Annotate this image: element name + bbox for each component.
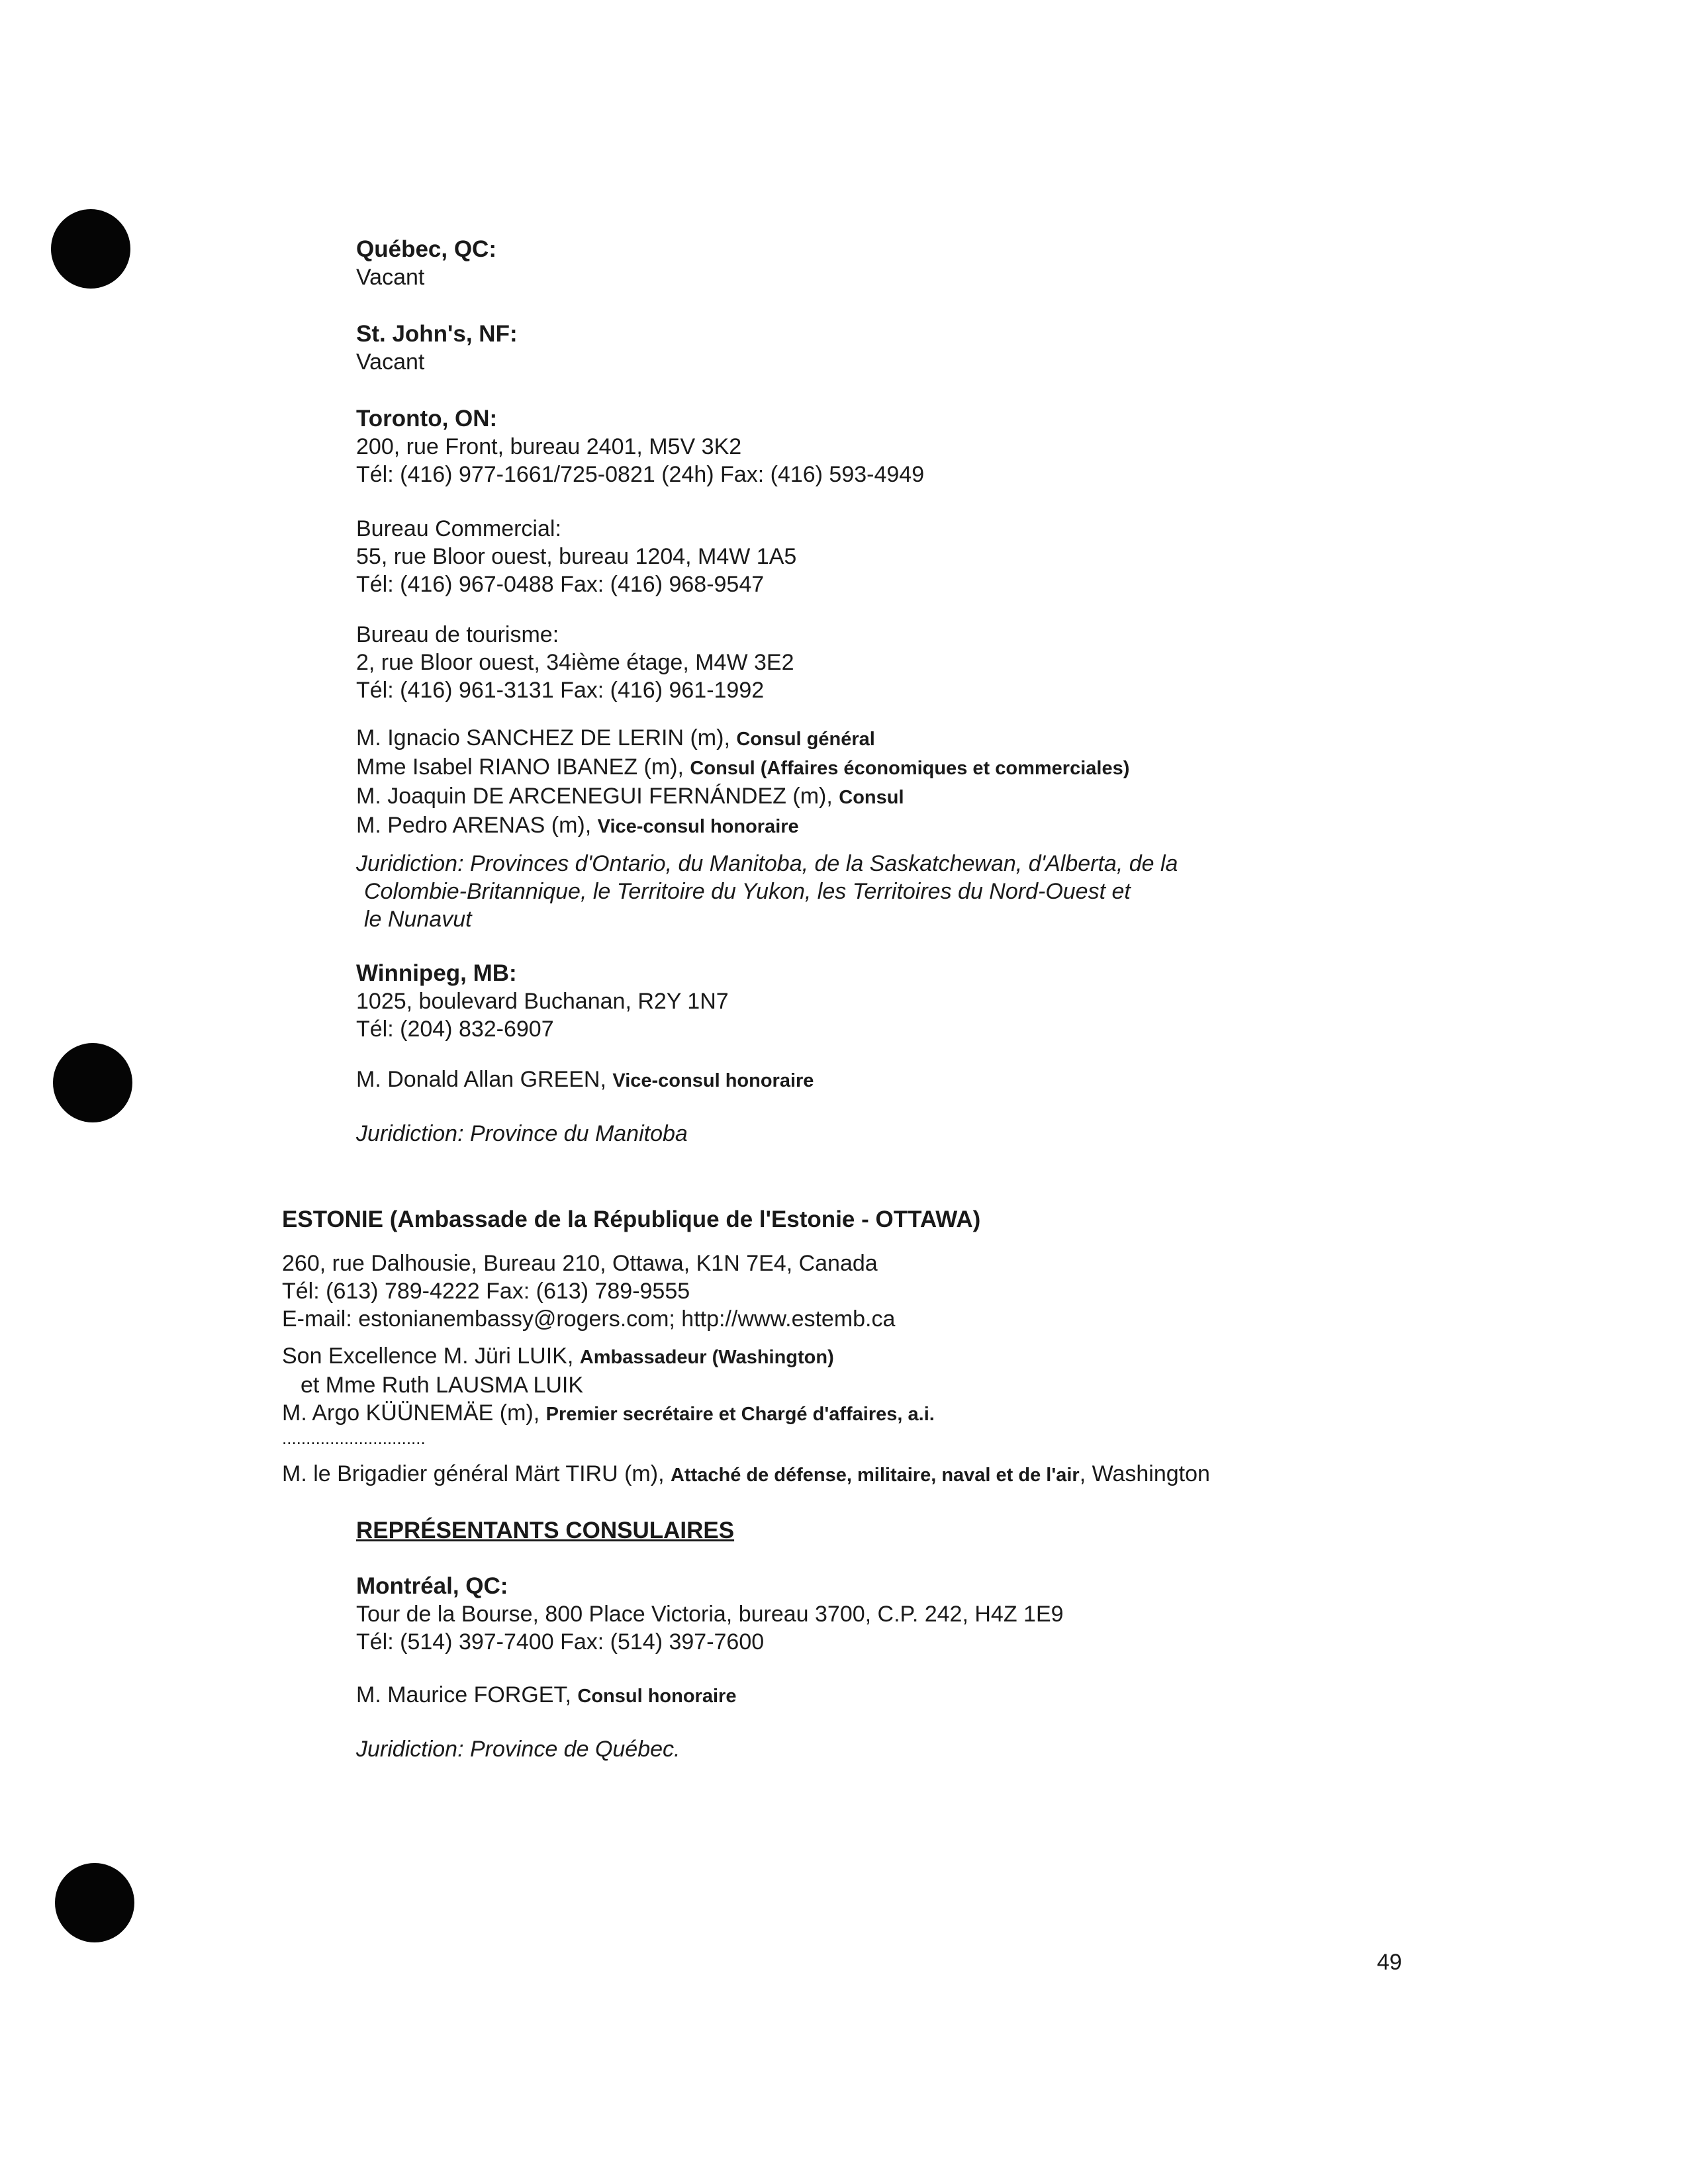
winnipeg-staff [356, 1066, 814, 1095]
staff-entry: M. Maurice FORGET, Consul honoraire [356, 1682, 737, 1707]
toronto-tourism-office [356, 621, 794, 704]
winnipeg-address: 1025, boulevard Buchanan, R2Y 1N7 [356, 989, 729, 1014]
jurisdiction-line: le Nunavut [364, 907, 472, 932]
quebec-status: Vacant [356, 265, 425, 290]
estonie-heading: ESTONIE (Ambassade de la République de l'Estonie - OTTAWA) [282, 1206, 981, 1232]
estonie-attache [282, 1460, 1210, 1489]
punch-hole-top [51, 209, 130, 289]
commercial-title: Bureau Commercial: [356, 516, 561, 541]
staff-entry: M. Joaquin DE ARCENEGUI FERNÁNDEZ (m), Consul [356, 784, 904, 809]
commercial-address: 55, rue Bloor ouest, bureau 1204, M4W 1A5 [356, 544, 797, 569]
tourism-title: Bureau de tourisme: [356, 622, 559, 647]
winnipeg-section [356, 960, 729, 1043]
st-johns-status: Vacant [356, 349, 425, 375]
montreal-phone: Tél: (514) 397-7400 Fax: (514) 397-7600 [356, 1629, 765, 1655]
jurisdiction-line: Juridiction: Provinces d'Ontario, du Manitoba, de la Saskatchewan, d'Alberta, de la [356, 851, 1178, 876]
tourism-phone: Tél: (416) 961-3131 Fax: (416) 961-1992 [356, 678, 765, 703]
ambassador-entry: Son Excellence M. Jüri LUIK, Ambassadeur (Washington) [282, 1343, 834, 1369]
montreal-jurisdiction [356, 1735, 680, 1763]
winnipeg-jurisdiction [356, 1120, 688, 1148]
page-number: 49 [1377, 1950, 1402, 1975]
punch-hole-middle [53, 1043, 132, 1122]
attache-entry: M. le Brigadier général Märt TIRU (m), Attaché de défense, militaire, naval et de l'air, Washington [282, 1461, 1210, 1486]
estonie-phone: Tél: (613) 789-4222 Fax: (613) 789-9555 [282, 1279, 690, 1304]
toronto-commercial-office [356, 515, 796, 598]
quebec-heading: Québec, QC: [356, 236, 496, 262]
montreal-section [356, 1572, 1064, 1656]
staff-entry: M. Ignacio SANCHEZ DE LERIN (m), Consul général [356, 725, 875, 751]
montreal-staff [356, 1681, 736, 1710]
estonie-contact [282, 1250, 895, 1333]
jurisdiction-line: Colombie-Britannique, le Territoire du Yukon, les Territoires du Nord-Ouest et [364, 879, 1131, 904]
spouse-entry: et Mme Ruth LAUSMA LUIK [301, 1373, 584, 1398]
toronto-phone: Tél: (416) 977-1661/725-0821 (24h) Fax: (416) 593-4949 [356, 462, 925, 487]
estonie-staff [282, 1342, 935, 1448]
winnipeg-heading: Winnipeg, MB: [356, 960, 517, 986]
commercial-phone: Tél: (416) 967-0488 Fax: (416) 968-9547 [356, 572, 765, 597]
estonie-heading-block [282, 1206, 980, 1234]
estonie-email: E-mail: estonianembassy@rogers.com; http://www.estemb.ca [282, 1306, 896, 1332]
toronto-contact [356, 405, 924, 488]
jurisdiction-line: Juridiction: Province de Québec. [356, 1737, 680, 1762]
punch-hole-bottom [55, 1863, 134, 1942]
estonie-address: 260, rue Dalhousie, Bureau 210, Ottawa, K1N 7E4, Canada [282, 1251, 878, 1276]
st-johns-section [356, 320, 518, 376]
staff-entry: Mme Isabel RIANO IBANEZ (m), Consul (Affaires économiques et commerciales) [356, 754, 1130, 780]
tourism-address: 2, rue Bloor ouest, 34ième étage, M4W 3E2 [356, 650, 794, 675]
consular-heading-block [356, 1517, 734, 1545]
quebec-section [356, 236, 496, 291]
st-johns-heading: St. John's, NF: [356, 321, 518, 347]
winnipeg-phone: Tél: (204) 832-6907 [356, 1017, 554, 1042]
dotted-separator: .............................. [282, 1428, 426, 1448]
toronto-staff-list [356, 724, 1129, 841]
montreal-heading: Montréal, QC: [356, 1573, 508, 1599]
staff-entry: M. Donald Allan GREEN, Vice-consul honoraire [356, 1067, 814, 1092]
staff-entry: M. Pedro ARENAS (m), Vice-consul honoraire [356, 813, 799, 838]
toronto-jurisdiction [356, 850, 1178, 933]
toronto-address: 200, rue Front, bureau 2401, M5V 3K2 [356, 434, 742, 459]
montreal-address: Tour de la Bourse, 800 Place Victoria, bureau 3700, C.P. 242, H4Z 1E9 [356, 1602, 1064, 1627]
jurisdiction-line: Juridiction: Province du Manitoba [356, 1121, 688, 1146]
secretary-entry: M. Argo KÜÜNEMÄE (m), Premier secrétaire et Chargé d'affaires, a.i. [282, 1400, 935, 1426]
toronto-heading: Toronto, ON: [356, 406, 498, 432]
consular-representatives-heading: REPRÉSENTANTS CONSULAIRES [356, 1518, 735, 1543]
